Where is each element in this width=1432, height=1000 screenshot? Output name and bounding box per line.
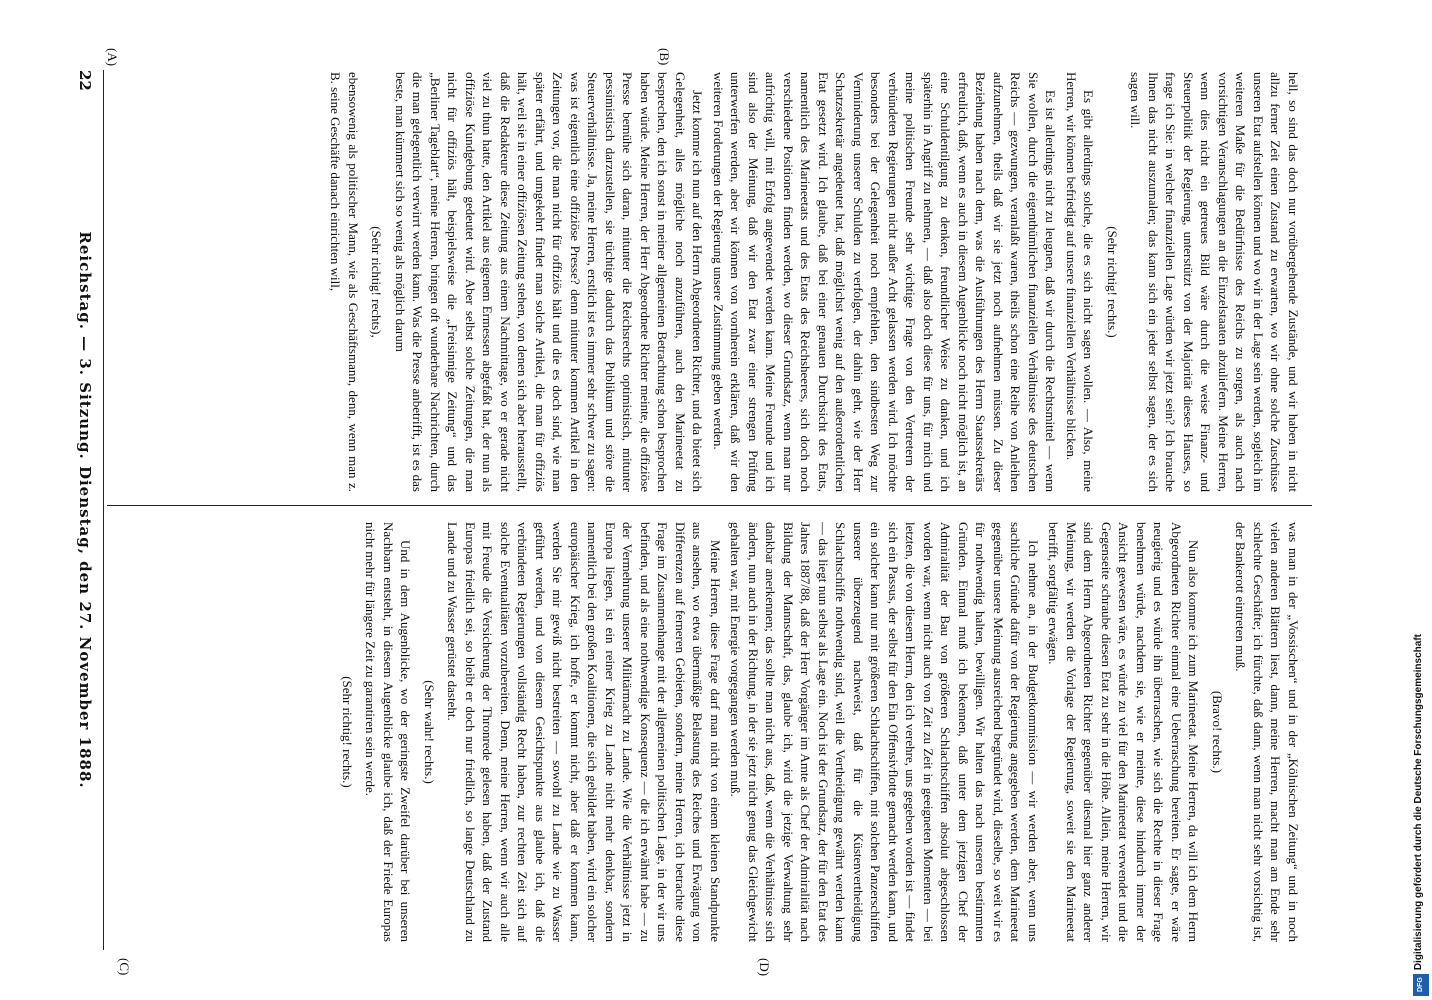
interjection: (Bravo! rechts.)	[1210, 690, 1225, 774]
paragraph: was man in der „Vossischen“ und in der „Kölnischen Zeitung“ und in noch vielen anderen Blättern liest, dann, meine Herren, macht man am Ende sehr schlechte Geschäfte; ich fürchte, daß dann, wenn man nicht sehr vorsichtig ist, der Bankerott eintreten muß.	[1233, 522, 1301, 942]
column-divider	[107, 505, 1312, 506]
interjection: (Sehr wahr! rechts.)	[422, 680, 437, 784]
paragraph: Es gibt allerdings solche, die es sich nicht sagen wollen. — Also, meine Herren, wir können befriedigt auf unsere finanziellen Verhältnisse blicken.	[1064, 72, 1097, 492]
interjection: (Sehr richtig! rechts),	[369, 226, 385, 338]
digitization-credit	[1410, 0, 1432, 1000]
paragraph: Nun also komme ich zum Marineetat. Meine Herren, da will ich dem Herrn Abgeordneten Richter einmal eine Ueberraschung bereiten. Er sagte, er wäre neugierig und es würde ihn überraschen, wie sich die Rechte in dieser Frage benehmen würde, nachdem sie, wie er meinte, diese hindurch immer der Ansicht gewesen wäre, es würde zu viel für den Marineetat verwendet und die Gegenseite schraube diesen Etat zu sehr in die Höhe. Allein, meine Herren, wir sind dem Herrn Abgeordneten Richter gegenüber diesmal hier ganz anderer Meinung, wir werden die Vorlage der Regierung, soweit sie den Marineetat betrifft, sorgfältig erwägen.	[1046, 522, 1202, 942]
paragraph: ebensowenig als politischer Mann, wie als Geschäftsmann, denn, wenn man z. B. seine Geschäfte danach einrichten will,	[328, 72, 361, 492]
margin-marker-a: (A)	[105, 48, 120, 67]
page-title: Reichstag. — 3. Sitzung. Dienstag, den 27. November 1888.	[76, 231, 94, 789]
paragraph: Ich nehme an, in der Budgetkommission — wir werden aber, wenn uns sachliche Gründe dafür von der Regierung angegeben werden, dem Marineetat gegenüber unsere Meinung ausreichend begründet wird, dieselbe, so weit wir es für nothwendig halten, bewilligen. Wir halten das nach unseren bestimmten Gründen. Einmal muß ich bekennen, daß unter dem jetzigen Chef der Admiralität der Bau von größeren Schlachtschiffen absolut abgeschlossen worden war, wenn nicht auch von Zeit zu Zeit in geeigneten Momenten — bei letzten, die von diesem Herrn, den ich verehre, uns gegeben worden ist — findet sich ein Passus, der selbst für den Ein Offensivflotte gemacht werden kann, und ein solcher kann nur mit größeren Schlachtschiffen, mit solchen Panzerschiffen unserer überzeugend nachweist, daß für die Küstenvertheidigung Schlachtschiffe nothwendig sind, weil die Vertheidigung gewährt werden kann — das liegt nun selbst als Lage ein. Noch ist der Grundsatz, der für den Etat des Jahres 1887/88, daß der Herr Vorgänger im Amte als Chef der Admiralität nach Bildung der Mannschaft, das, glaube ich, wird die jetzige Verwaltung sehr dankbar anerkennen; das sollte man nicht aus, daß, wenn die Verhältnisse sich ändern, nun auch in der Richtung, in der sie jetzt nicht genug das Gleichgewicht gehalten war, mit Energie vorgegangen werden muß.	[728, 522, 1041, 942]
right-column	[112, 522, 1302, 942]
interjection: (Sehr richtig! rechts.)	[1105, 226, 1120, 338]
paragraph: hell, so sind das doch nur vorübergehende Zustände, und wir haben in nicht allzu ferner Zeit einen Zustand zu erwarten, wo wir ohne solche Zuschüsse unseren Etat aufstellen können und wo wir in der Lage sein werden, sogleich im weiteren Maße für die Bedürfnisse des Reichs zu sorgen, als auch nach vorsichtigen Veranschlagungen an die Einzelstaaten abzuliefern. Meine Herren, wenn dies nicht ein getreues Bild wäre durch die weise Finanz- und Steuerpolitik der Regierung, unterstützt von der Majorität dieses Hauses, so frage ich Sie: in welcher finanziellen Lage würden wir jetzt sein? Ich brauche Ihnen das nicht auszumalen; das kann sich ein jeder selbst sagen, der es sich sagen will.	[1128, 72, 1301, 492]
page-number: 22	[76, 70, 94, 91]
paragraph: Meine Herren, diese Frage darf man nicht von einem kleinen Standpunkte aus ansehen, wo etwa übermäßige Belastung des Reiches und Erwägung von Differenzen auf ferneren Gebieten, sondern, meine Herren, ich betrachte diese Frage im Zusammenhange mit der allgemeinen politischen Lage, in der wir uns befinden, und als eine nothwendige Konsequenz — die ich erwähnt habe — zu der Vermehrung unserer Militärmacht zu Lande. Wie die Verhältnisse jetzt in Europa liegen, ist ein reiner Krieg zu Lande nicht mehr denkbar, sondern namentlich bei den großen Koalitionen, die sich gebildet haben, wird ein solcher europäischer Krieg, ich hoffe, er kommt nicht, aber daß er kommen kann, werden Sie mir gewiß nicht bestreiten — sowohl zu Lande wie zu Wasser geführt werden, und von diesem Gesichtspunkte aus glaube ich, daß die verbündeten Regierungen vollständig Recht haben, zur rechten Zeit sich auf solche Eventualitäten vorzubereiten. Denn, meine Herren, wenn wir auch alle mit Freude die Versicherung der Thronrede gelesen haben, daß der Zustand Europas friedlich sei, so bleibt er doch nur friedlich, so lange Deutschland zu Lande und zu Wasser gerüstet dasteht.	[445, 522, 723, 942]
dfg-logo: DFG	[1413, 974, 1429, 996]
paragraph: Jetzt komme ich nun auf den Herrn Abgeordneten Richter, und da bietet sich Gelegenheit, alles mögliche noch anzuführen, auch den Marineetat zu besprechen, den ich sonst in meiner allgemeinen Betrachtung schon besprochen haben würde. Meine Herren, der Herr Abgeordnete Richter meinte, die offiziöse Presse bemühe sich daran, mitunter die Reichsrechts optimistisch, mitunter pessimistisch darzustellen, sie tüchtige dadurch das Publikum und störe die Steuerverhältnisse. Ja, meine Herren, erstlich ist es immer sehr schwer zu sagen: was ist eigentlich eine offiziöse Presse? denn mitunter kommen Artikel in den Zeitungen vor, die man nicht für offiziös hält und die es doch sind, wie man später erfährt, und umgekehrt findet man solche Artikel, die man für offiziös hält, weil sie in einer offiziösen Zeitung stehen, von denen sich aber herausstellt, daß die Redakteure diese Zeitung aus einem Nachmittage, wo er gerade nicht viel zu thun hatte, den Artikel aus eigenem Ermessen abgefaßt hat, der nun als offiziöse Kundgebung gedeutet wird. Aber selbst solche Zeitungen, die man nicht für offiziös hält, beispielsweise die „Freisinnige Zeitung“ und das „Berliner Tageblatt“, meine Herren, bringen oft wunderbare Nachrichten, durch die man gelegentlich verwirrt werden kann. Was die Presse anbetrifft, ist es das beste, man kümmert sich so wenig als möglich darum	[393, 72, 706, 492]
header-rule	[103, 70, 104, 950]
credit-text: Digitalisierung gefördert durch die Deutsche Forschungsgemeinschaft	[1413, 633, 1424, 970]
margin-marker-c: (C)	[117, 958, 132, 976]
paragraph: Und in dem Augenblicke, wo der geringste Zweifel darüber bei unseren Nachbarn entsteht, in diesem Augenblicke glaube ich, daß der Friede Europas nicht mehr für längere Zeit zu garantiren sein werde.	[363, 522, 414, 942]
margin-marker-b: (B)	[657, 48, 672, 66]
margin-marker-d: (D)	[757, 958, 772, 977]
left-column	[112, 72, 1302, 492]
interjection: (Sehr richtig! rechts.)	[340, 676, 355, 788]
page-header	[68, 70, 94, 950]
paragraph: Es ist allerdings nicht zu leugnen, daß wir durch die Rechtsmittel — wenn Sie wollen, durch die eigenthümlichen finanziellen Verhältnisse des deutschen Reichs — gezwungen, veranlaßt waren, theils schon eine Reihe von Anleihen aufzunehmen, theils daß wir sie jetzt noch aufnehmen müssen. Zu dieser Beziehung haben nach dem, was die Ausführungen des Herrn Staatssekretärs erfreulich, daß, wenn es auch in diesem Augenblicke noch nicht möglich ist, an eine Schuldentilgung zu denken, freundlicher Weise zu danken, und ich späterhin in Angriff zu nehmen, — daß also doch diese für uns, für mich und meine politischen Freunde sehr wichtige Frage von den Vertretern der verbündeten Regierungen nicht außer Acht gelassen werden wird. Ich möchte besonders bei der Gelegenheit noch empfehlen, den sindbesten Weg zur Verminderung unserer Schulden zu verfolgen, der dahin geht, wie der Herr Schatzsekretär angedeutet hat, daß möglichst wenig auf den außerordentlichen Etat gesetzt wird. Ich glaube, daß bei einer genauen Durchsicht des Etats, namentlich des Marineetats und des Etats des Reichsheeres, sich doch noch verschiedene Positionen finden werden, wo dieser Grundsatz, wenn man nur aufrichtig will, mit Erfolg angewendet werden kann. Meine Freunde und ich sind also der Meinung, daß wir den Etat zwar einer strengen Prüfung unterwerfen werden, aber wir können von vornherein erklären, daß wir den weiteren Forderungen der Regierung unsere Zustimmung geben werden.	[711, 72, 1059, 492]
